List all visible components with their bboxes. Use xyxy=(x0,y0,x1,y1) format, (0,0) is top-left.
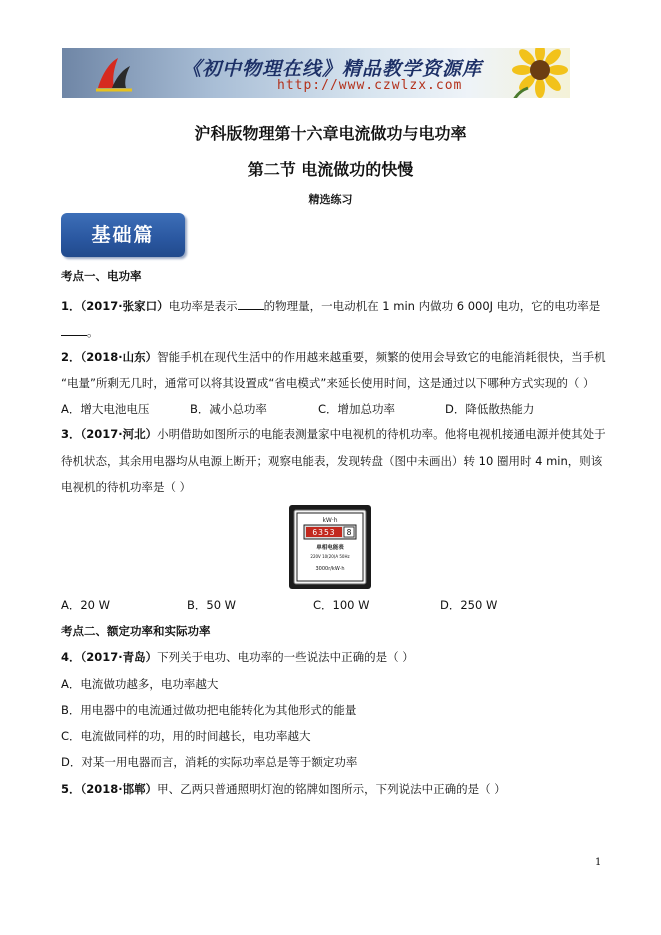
question-number: 5． xyxy=(61,782,81,796)
question-text: 小明借助如图所示的电能表测量家中电视机的待机功率。他将电视机接通电源并使其处于 xyxy=(157,427,606,441)
option-b: B．50 W xyxy=(187,598,237,612)
option-c: C．100 W xyxy=(313,598,370,612)
page-number: 1 xyxy=(595,857,602,868)
option-b: B．用电器中的电流通过做功把电能转化为其他形式的能量 xyxy=(61,703,357,717)
question-2 xyxy=(61,349,606,365)
answer-blank xyxy=(61,323,87,336)
question-source: （2017·张家口） xyxy=(80,299,169,313)
electric-meter-figure xyxy=(288,504,372,590)
header-banner xyxy=(62,48,570,98)
option-d: D．250 W xyxy=(440,598,498,612)
options-row xyxy=(0,597,661,613)
option-d: D．对某一用电器而言，消耗的实际功率总是等于额定功率 xyxy=(61,755,358,769)
question-text: 的物理量，一电动机在 1 min 内做功 6 000J 电功，它的电功率是 xyxy=(263,299,601,313)
section-title: 第二节 电流做功的快慢 xyxy=(247,160,414,179)
question-5 xyxy=(61,781,506,797)
page-title: 沪科版物理第十六章电流做功与电功率 xyxy=(194,124,467,143)
question-text: 待机状态，其余用电器均从电源上断开；观察电能表，发现转盘（图中未画出）转 10 圈用时 4 min，则该 xyxy=(61,454,603,468)
answer-blank xyxy=(238,297,264,310)
question-number: 1． xyxy=(61,299,81,313)
section-heading-2: 考点二、额定功率和实际功率 xyxy=(61,624,211,638)
option-c: C．电流做同样的功，用的时间越长，电功率越大 xyxy=(61,729,311,743)
level-badge: 基础篇 xyxy=(61,213,185,257)
sunflower-icon xyxy=(502,48,570,98)
question-text: 。 xyxy=(87,325,99,339)
meter-reading: 6353 xyxy=(312,528,336,537)
meter-label: 单相电能表 xyxy=(316,545,344,551)
banner-title: 《初中物理在线》精品教学资源库 xyxy=(182,58,483,80)
option-a: A．20 W xyxy=(61,598,111,612)
question-source: （2017·青岛） xyxy=(80,650,158,664)
question-1-continued xyxy=(61,323,99,340)
question-number: 2． xyxy=(61,350,81,364)
practice-label: 精选练习 xyxy=(308,193,353,206)
meter-constant: 3000r/kW·h xyxy=(315,566,345,572)
question-text: “电量”所剩无几时，通常可以将其设置成“省电模式”来延长使用时间，这是通过以下哪种方式实现的（ ） xyxy=(61,376,595,390)
question-source: （2018·邯郸） xyxy=(80,782,158,796)
option-a: A．电流做功越多，电功率越大 xyxy=(61,677,219,691)
meter-spec: 220V 10(20)A 50Hz xyxy=(310,554,350,559)
question-1 xyxy=(61,297,600,314)
question-number: 4． xyxy=(61,650,81,664)
section-heading-1: 考点一、电功率 xyxy=(61,269,142,283)
option-a: A．增大电池电压 xyxy=(61,402,150,416)
question-text: 电功率是表示 xyxy=(168,299,238,313)
question-text: 甲、乙两只普通照明灯泡的铭牌如图所示，下列说法中正确的是（ ） xyxy=(157,782,506,796)
question-source: （2018·山东） xyxy=(80,350,158,364)
question-3 xyxy=(61,426,606,442)
question-text: 下列关于电功、电功率的一些说法中正确的是（ ） xyxy=(157,650,414,664)
question-text: 电视机的待机功率是（ ） xyxy=(61,480,192,494)
logo-icon xyxy=(92,54,136,94)
question-number: 3． xyxy=(61,427,81,441)
meter-unit: kW·h xyxy=(322,517,338,524)
option-c: C．增加总功率 xyxy=(318,402,396,416)
banner-url: http://www.czwlzx.com xyxy=(277,78,463,93)
option-b: B．减小总功率 xyxy=(190,402,267,416)
option-d: D．降低散热能力 xyxy=(445,402,535,416)
meter-last-digit: 8 xyxy=(346,528,352,537)
question-source: （2017·河北） xyxy=(80,427,158,441)
question-text: 智能手机在现代生活中的作用越来越重要，频繁的使用会导致它的电能消耗很快，当手机 xyxy=(157,350,606,364)
options-row xyxy=(0,401,661,417)
question-4 xyxy=(61,649,414,665)
